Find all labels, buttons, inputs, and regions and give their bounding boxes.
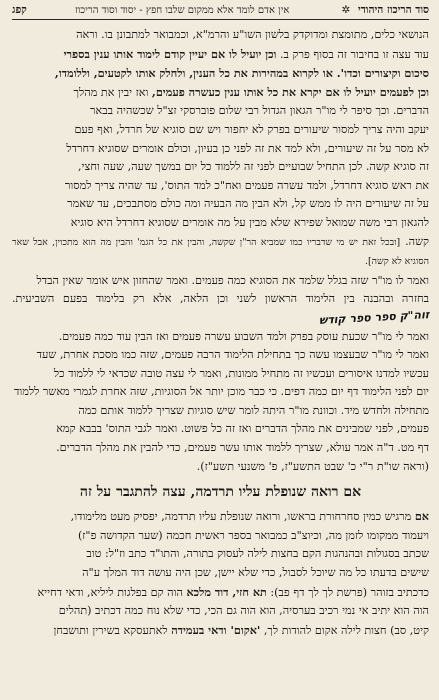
- text-span: קיט, סב) חצות לילה אקום להודות לך,: [260, 623, 429, 637]
- page-number: קפג: [12, 4, 27, 16]
- body-text: [12, 26, 429, 640]
- text-line: על זה שיעורים היה לו ממש קל, ולא הבין מה הבעיה ומה כולם מסתבכים, עד שאמר: [67, 197, 429, 211]
- header-chapter-title: [337, 4, 429, 16]
- text-span: מרגיש כמין סחרחורת בראשו, ורואה שנופלת עליו תרדמה, יפסיק מעט מלימודו,: [70, 510, 415, 524]
- running-header: [12, 4, 429, 20]
- section-heading: אם רואה שנופלת עליו תרדמה, עצה להתגבר על זה: [79, 484, 362, 501]
- text-line: [12, 290, 429, 327]
- text-line: ואמר לו מו"ר שזה בגלל שלמד את הסוגיא כמה פעמים. ואמר שהחזון איש אומר שאין הבדל: [36, 273, 429, 287]
- bold-text-span: וכן לפעמים יועיל לו אם יקרא את כל אותו ענין כעשרה פעמים,: [151, 84, 429, 99]
- text-line: שכתב בסגולות ובהנהגות הקם בחצות לילה לעסוק בתורה, והתו"ד כתב וז"ל: טוב: [86, 547, 429, 561]
- text-span: כדכתיב בזוהר (פרשת לך לך דף פב):: [266, 585, 429, 599]
- text-line: ואמר לי מו"ר שבעצמו עשה כך בתחילת הלימוד הרבה פעמים, שזה כמו מסכת אחרת, שעד: [36, 348, 429, 362]
- text-line: יעקב והיה צריך למסור שיעורים בפרק לא יחפור ויש שם סוגיא של חרדל, ואף פעם: [74, 122, 429, 136]
- text-line: ואמר לי מו"ר שכעת עוסק בפרק ולמד השבוע עשרה פעמים ואז הבין עוד כמה פעמים.: [58, 329, 429, 343]
- text-line: [12, 233, 429, 272]
- header-chapter-text: סוד הריכוז היהודי: [357, 4, 429, 16]
- ornament-icon: ✲: [341, 4, 351, 16]
- text-line: סיכום וקיצורים וכדו'. או לקרוא במהירות את כל הענין, ולחלק אותו לקטעים, וללומדו,: [54, 66, 429, 81]
- text-line: (וראה שו"ת ר"י כ' שבט התשע"ז, פ' משנעי תשע"ז).: [196, 459, 429, 473]
- text-line: זה סוגיא קשה. לכן התחיל שבועיים לפני זה ללמוד כל יום במשך שעה, שעה וחצי,: [77, 160, 429, 174]
- text-line: דף מט. ד"ה אמר עולא, שצריך ללמוד אותו עשר פעמים, כדי להבין את מהלך הדברים.: [56, 441, 429, 455]
- text-span: עוד עצה זו בחיבור זה בסוף פרק ב.: [276, 47, 429, 61]
- text-span: קשה.: [400, 234, 429, 248]
- library-stamp: זוה"ק ספר ספר קודש: [318, 308, 430, 327]
- text-line: להגאון רבי משה שמואל שפירא שלא מבין על מה אומרים שסוגיא דחרדל היא סוגיא: [70, 215, 429, 229]
- lead-word: אם: [414, 509, 429, 524]
- text-line: [12, 507, 429, 527]
- header-running-title: אין אדם לומד אלא ממקום שלבו חפץ - יסוד וסוד הריכוז: [74, 4, 290, 16]
- text-line: [12, 83, 429, 103]
- bold-text-span: וכן יועיל לו אם יעיין קודם לימוד אותו ענין בספרי: [63, 46, 277, 61]
- text-line: הנושאי כלים, מתומצת ומדוקדק בלשון השו"ע והרמ"א, וכמבואר למתבונן בו. וראה: [76, 28, 429, 41]
- text-line: לא מסר על זה שיעורים, ולא למד את זה לפני כן בעיון, וכולם אומרים שסוגיא דחרדל: [66, 141, 429, 155]
- text-line: פעמים, לפני שמבינים את מהלך הדברים ואז זה כל פשוט. ואמר לגבי התוס' בבבא קמא: [56, 422, 429, 436]
- text-line: את ראש סוגיא דחרדל, ולמד עשרה פעמים ואח"כ למד התוס', עד שהיה צריך למסור: [64, 178, 429, 192]
- bold-text-span: 'אקום' ודאי בעמידה: [171, 622, 261, 637]
- text-span: לאתעסקא בשירין ותושבחן: [53, 623, 172, 637]
- text-line: [12, 45, 429, 65]
- text-line: שישים בדעתו כל מה שיוכל לסבול, כדי שלא יישן, שכן היה עושה דוד המלך ע"ה: [82, 566, 429, 580]
- text-span: בחזרה ובהבנה בין הלימוד הראשון לשני וכן הלאה, אלא רק בלימוד בפעם השביעית.: [12, 292, 429, 306]
- text-line: ויעמוד ממקומו לזמן מה, וכיוצ"ב כמבואר בספר ראשית חכמה (שער הקדושה פ"ז): [77, 528, 429, 542]
- text-line: יום לפני הלימוד דף יום כמה דפים. כי כבר מוכן יותר אל הסוגיות, שזה אחרת לגמרי מאשר ללמוד: [14, 385, 429, 399]
- text-line: [12, 621, 429, 641]
- text-span: ואז יבין את מהלך: [73, 85, 152, 99]
- text-line: הוה הוא יתיב אי נמי רכיב בערסיה, הוא הוה גם הכי, כדי שלא נוח כמה דכתיב (תהלים: [58, 604, 429, 618]
- text-line: מתחילה ולחדש מיד. וכוונת מו"ר היתה לומר שיש סוגיות שצריך ללמוד אותם כמה: [78, 403, 429, 417]
- bold-text-span: תא חזי, דוד מלכא: [186, 584, 267, 599]
- text-line: [12, 583, 429, 603]
- small-text-span: [ובכל זאת יש מי שדבריו כמו שמביא הר"ן שקשה, והבין את כל הגמ' והבין מה הוא מתכוין, אבל שאר הסוגיא לא קשה].: [12, 236, 429, 268]
- text-line: הדברים. וכך סיפר לי מו"ר הגאון הגדול רבי שלום פוברסקי זצ"ל שכשהיה בבאר: [90, 104, 429, 118]
- text-line: עכשיו למדנו איסורים ועכשיו זה מתחיל ממונות, ואמר לי עצה טובה שכדאי לי ללמוד כל: [53, 366, 429, 380]
- text-span: הוה קם בפלגות ליליא, ודאי דחייא: [37, 585, 187, 599]
